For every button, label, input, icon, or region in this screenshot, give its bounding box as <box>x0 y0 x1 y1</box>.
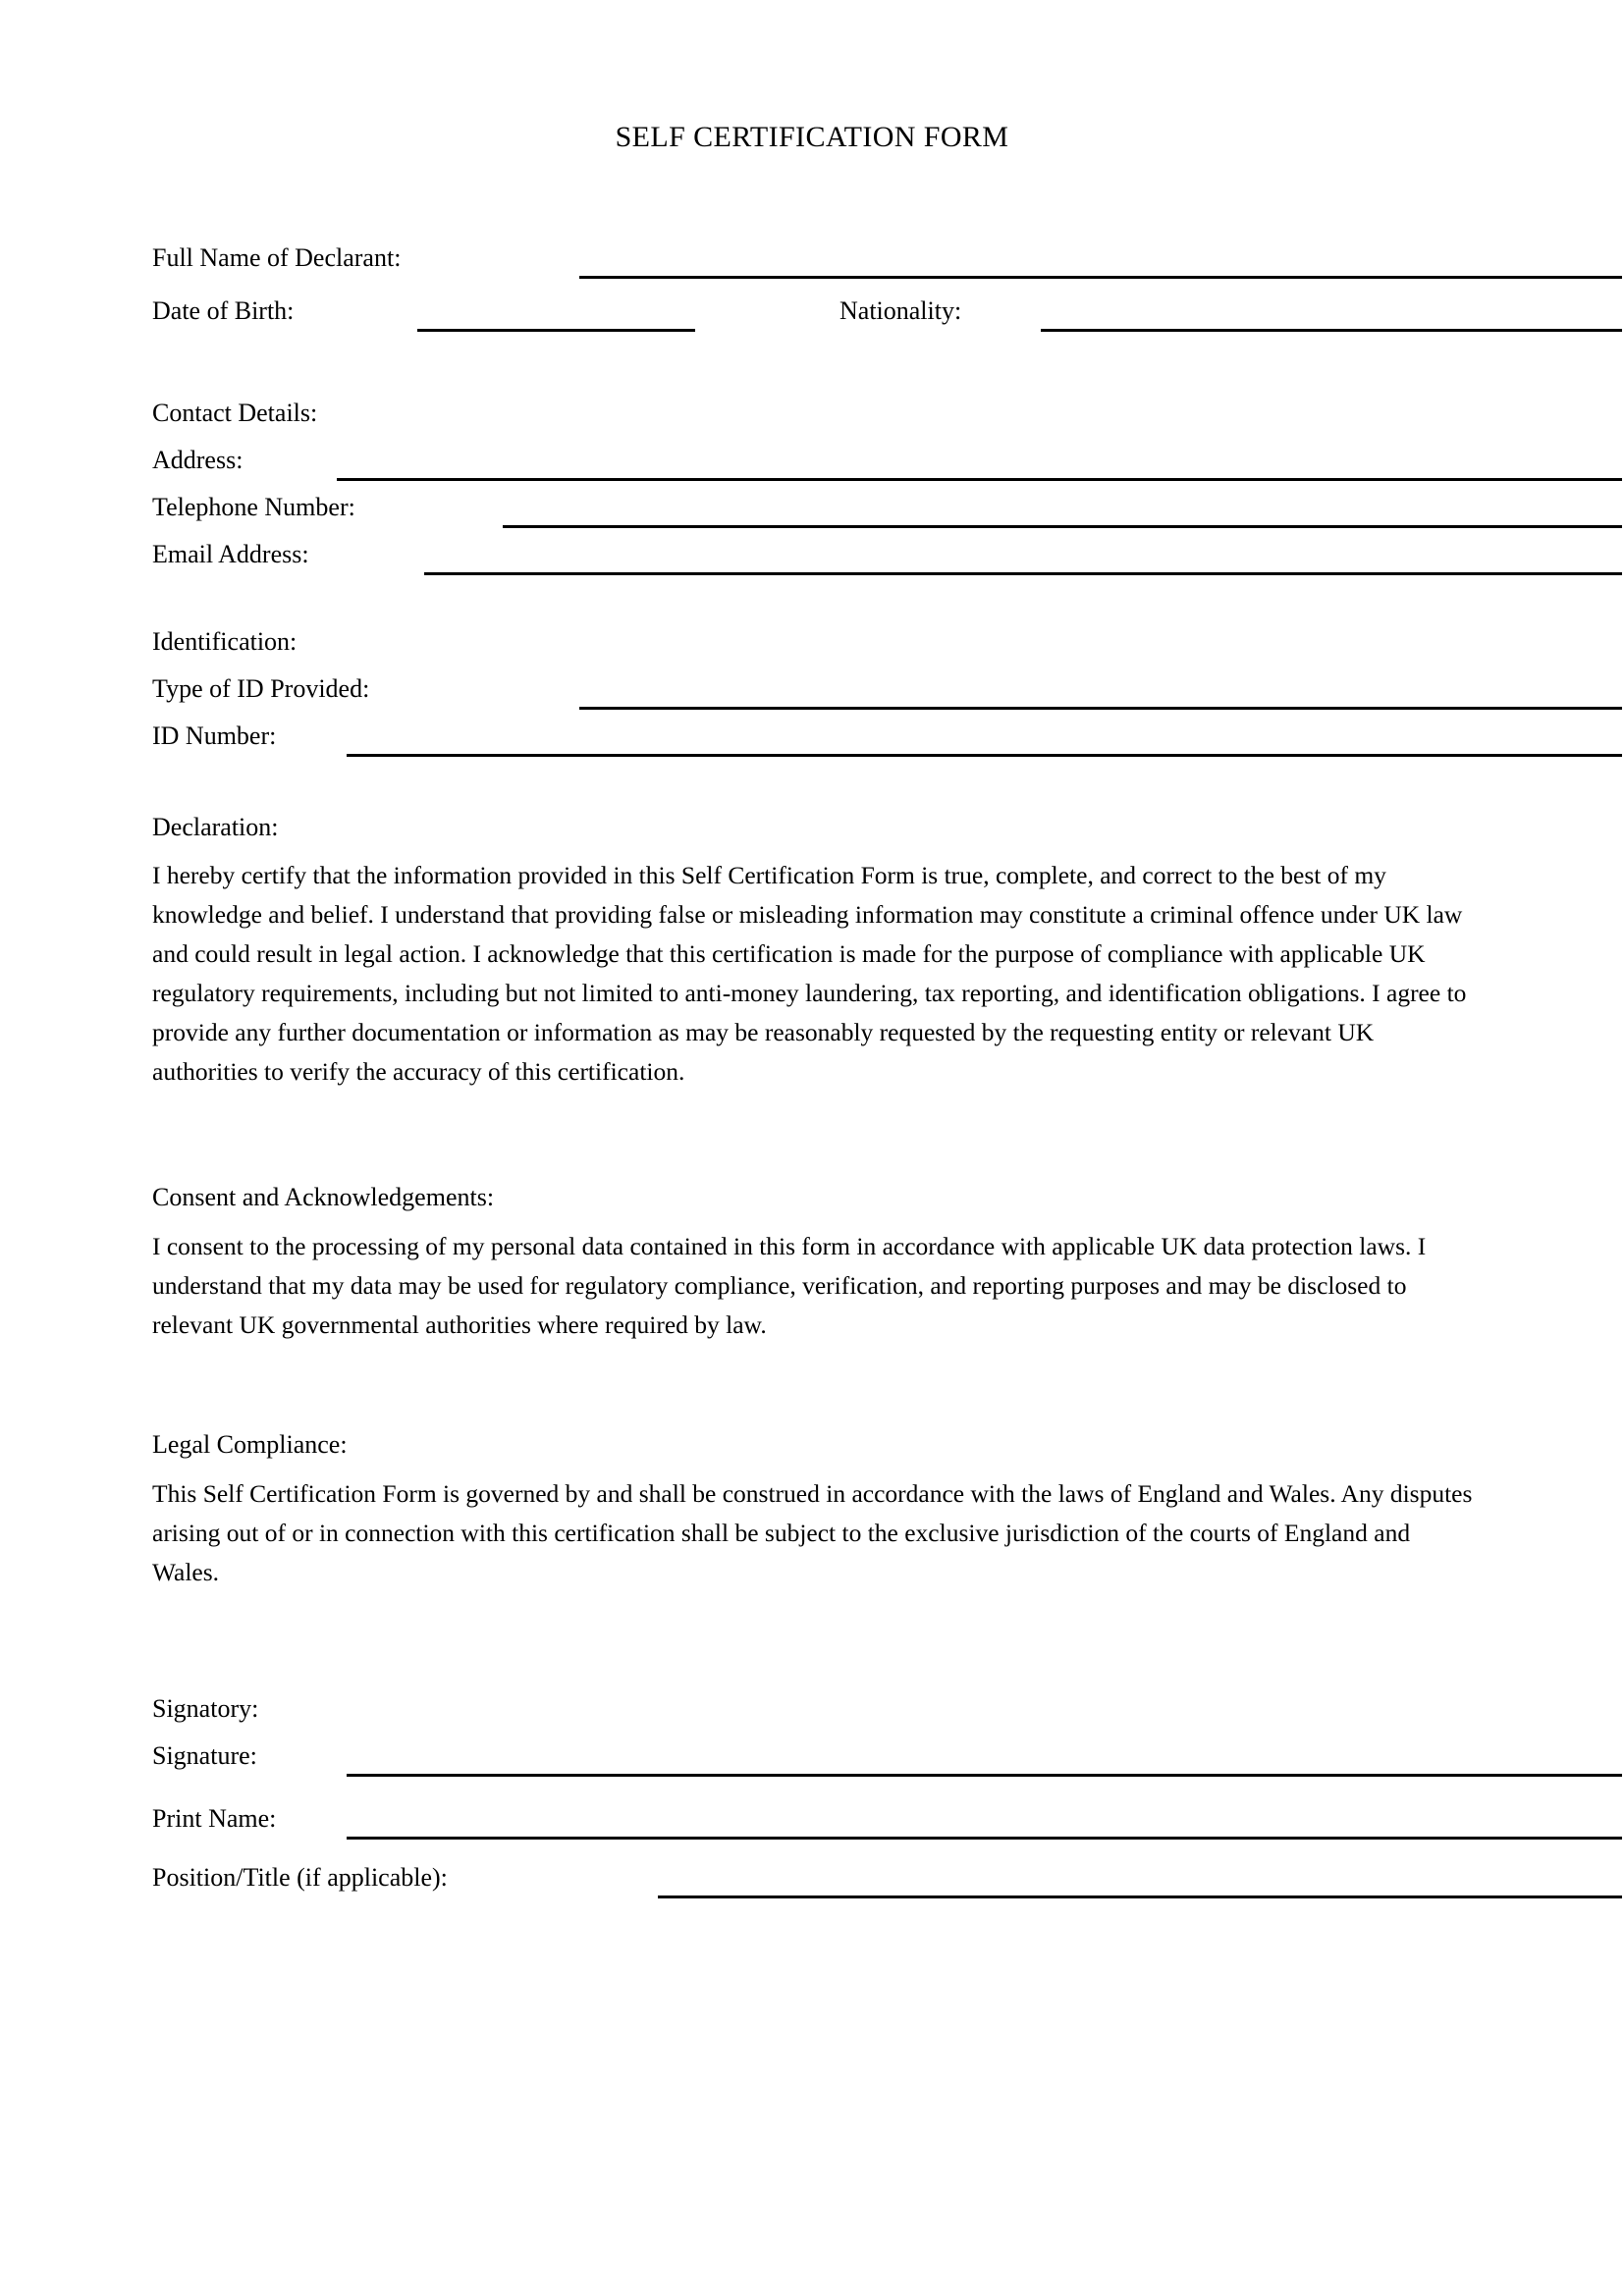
signature-input-rule[interactable] <box>347 1774 1622 1777</box>
date-of-birth-input-rule[interactable] <box>417 329 695 332</box>
field-row-id-type <box>152 672 1624 712</box>
field-row-date-of-birth <box>152 294 1624 334</box>
signature-label: Signature: <box>152 1741 257 1770</box>
page-title: SELF CERTIFICATION FORM <box>615 121 1009 153</box>
id-number-input-rule[interactable] <box>347 754 1622 757</box>
nationality-label: Nationality: <box>839 296 962 325</box>
legal-compliance-heading: Legal Compliance: <box>152 1430 348 1459</box>
signatory-section-label: Signatory: <box>152 1694 259 1723</box>
telephone-label: Telephone Number: <box>152 493 355 521</box>
id-type-input-rule[interactable] <box>579 707 1622 710</box>
full-name-label: Full Name of Declarant: <box>152 243 402 272</box>
field-row-address <box>152 444 1624 483</box>
id-number-label: ID Number: <box>152 721 277 750</box>
contact-details-section-label: Contact Details: <box>152 399 318 427</box>
declaration-body: I hereby certify that the information provided in this Self Certification Form is true, complete, and correct to the best of my knowledge and belief. I understand that providing false or misleading information may constitute a criminal offence under UK law and could result in legal action. I acknowledge that this certification is made for the purpose of compliance with applicable UK regulatory requirements, including but not limited to anti-money laundering, tax reporting, and identification obligations. I agree to provide any further documentation or information as may be reasonably requested by the requesting entity or relevant UK authorities to verify the accuracy of this certification. <box>152 861 1467 1086</box>
declaration-heading: Declaration: <box>152 813 279 841</box>
legal-compliance-body: This Self Certification Form is governed by and shall be construed in accordance with the laws of England and Wales. Any disputes arising out of or in connection with this certification shall be subject to the exclusive jurisdiction of the courts of England and Wales. <box>152 1479 1473 1586</box>
field-row-email <box>152 538 1624 577</box>
id-type-label: Type of ID Provided: <box>152 674 370 703</box>
email-label: Email Address: <box>152 540 309 568</box>
address-label: Address: <box>152 446 244 474</box>
date-of-birth-label: Date of Birth: <box>152 296 295 325</box>
field-row-full-name <box>152 241 1624 281</box>
field-row-id-number <box>152 720 1624 759</box>
field-row-print-name <box>152 1802 1624 1842</box>
nationality-input-rule[interactable] <box>1041 329 1622 332</box>
field-row-signature <box>152 1739 1624 1779</box>
telephone-input-rule[interactable] <box>503 525 1622 528</box>
print-name-label: Print Name: <box>152 1804 277 1833</box>
full-name-input-rule[interactable] <box>579 276 1622 279</box>
consent-body: I consent to the processing of my personal data contained in this form in accordance with applicable UK data protection laws. I understand that my data may be used for regulatory compliance, verification, and reporting purposes and may be disclosed to relevant UK governmental authorities where required by law. <box>152 1232 1427 1339</box>
position-title-label: Position/Title (if applicable): <box>152 1863 448 1892</box>
field-row-position-title <box>152 1861 1624 1900</box>
field-row-telephone <box>152 491 1624 530</box>
consent-heading: Consent and Acknowledgements: <box>152 1183 495 1211</box>
print-name-input-rule[interactable] <box>347 1837 1622 1840</box>
position-title-input-rule[interactable] <box>658 1896 1622 1898</box>
email-input-rule[interactable] <box>424 572 1622 575</box>
identification-section-label: Identification: <box>152 627 298 656</box>
address-input-rule[interactable] <box>337 478 1622 481</box>
